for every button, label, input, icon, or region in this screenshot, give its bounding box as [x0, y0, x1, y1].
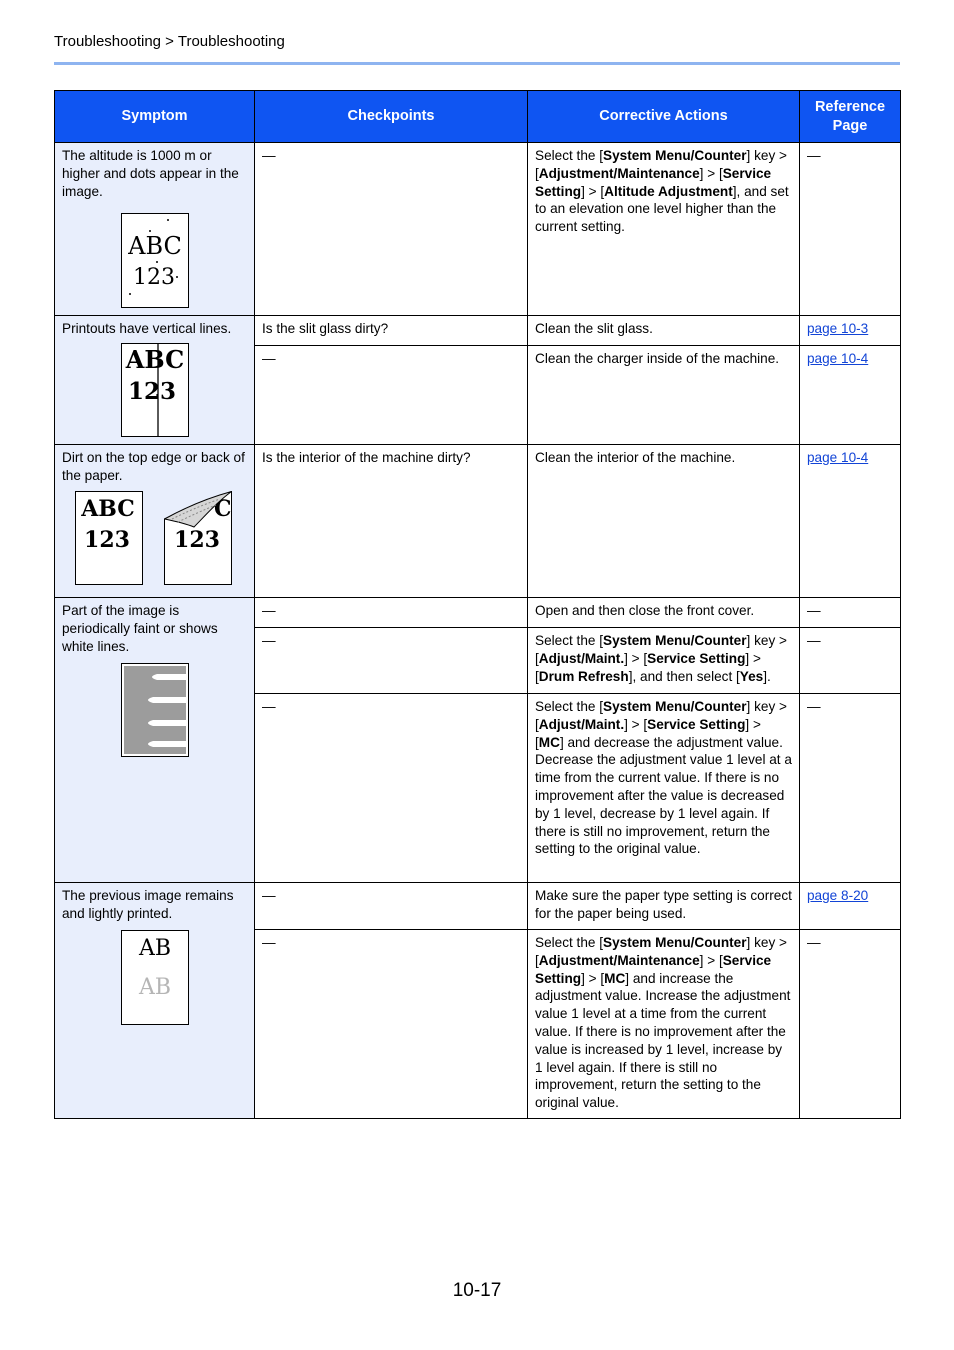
- header-symptom: Symptom: [55, 91, 255, 143]
- table-row: [55, 316, 901, 346]
- checkpoint-cell: —: [255, 694, 528, 883]
- reference-cell: —: [800, 930, 901, 1119]
- checkpoint-cell: —: [255, 628, 528, 694]
- reference-cell: [800, 346, 901, 445]
- vertical-line-print-icon: [121, 343, 189, 437]
- checkpoint-cell: —: [255, 346, 528, 445]
- checkpoint-cell: —: [255, 143, 528, 316]
- reference-cell: —: [800, 598, 901, 628]
- reference-cell: —: [800, 694, 901, 883]
- header-reference-page: Reference Page: [800, 91, 901, 143]
- symptom-cell: [55, 316, 255, 445]
- symptom-text: Dirt on the top edge or back of the paper.: [62, 450, 245, 483]
- header-rule: [54, 62, 900, 65]
- action-cell: Clean the slit glass.: [528, 316, 800, 346]
- checkpoint-cell: —: [255, 930, 528, 1119]
- svg-text:123: 123: [84, 526, 130, 553]
- svg-text:ABC: ABC: [127, 232, 182, 261]
- svg-text:ABC: ABC: [81, 495, 135, 522]
- svg-text:123: 123: [132, 265, 175, 291]
- troubleshooting-table: [54, 90, 901, 1119]
- action-cell: Clean the interior of the machine.: [528, 445, 800, 598]
- symptom-text: Part of the image is periodically faint or shows white lines.: [62, 603, 218, 654]
- svg-text:AB: AB: [138, 974, 171, 1000]
- reference-cell: [800, 316, 901, 346]
- action-cell: Make sure the paper type setting is correct for the paper being used.: [528, 883, 800, 930]
- svg-text:123: 123: [127, 377, 176, 405]
- action-cell: Clean the charger inside of the machine.: [528, 346, 800, 445]
- table-row: [55, 598, 901, 628]
- symptom-text: The altitude is 1000 m or higher and dots appear in the image.: [62, 148, 239, 199]
- action-cell: Select the [System Menu/Counter] key > [Adjust/Maint.] > [Service Setting] > [Drum Refresh], and then select [Yes].: [528, 628, 800, 694]
- dots-print-icon: [121, 213, 189, 308]
- ghost-image-print-icon: [121, 930, 189, 1025]
- symptom-cell: [55, 883, 255, 1119]
- checkpoint-cell: Is the interior of the machine dirty?: [255, 445, 528, 598]
- reference-link[interactable]: page 10-4: [807, 351, 869, 366]
- svg-text:C: C: [214, 495, 232, 522]
- symptom-text: The previous image remains and lightly printed.: [62, 888, 234, 921]
- reference-cell: [800, 883, 901, 930]
- reference-cell: —: [800, 143, 901, 316]
- action-cell: Open and then close the front cover.: [528, 598, 800, 628]
- symptom-text: Printouts have vertical lines.: [62, 321, 232, 336]
- action-cell: Select the [System Menu/Counter] key > [Adjustment/Maintenance] > [Service Setting] > [Altitude Adjustment], and set to an elevation one level higher than the current setting.: [528, 143, 800, 316]
- action-cell: Select the [System Menu/Counter] key > [Adjustment/Maintenance] > [Service Setting] > [MC] and increase the adjustment value. Increase the adjustment value 1 level at a time from the current value. If there is no improvement after the value is increased by 1 level, increase by 1 level again. If there is still no improvement, return the setting to the original value.: [528, 930, 800, 1119]
- checkpoint-cell: —: [255, 883, 528, 930]
- header-corrective-actions: Corrective Actions: [528, 91, 800, 143]
- reference-cell: [800, 445, 901, 598]
- svg-text:123: 123: [174, 526, 220, 553]
- breadcrumb: Troubleshooting > Troubleshooting: [54, 33, 285, 50]
- clean-page-icon: [75, 491, 143, 585]
- symptom-cell: [55, 445, 255, 598]
- table-header-row: [55, 91, 901, 143]
- reference-link[interactable]: page 8-20: [807, 888, 869, 903]
- reference-link[interactable]: page 10-3: [807, 321, 869, 336]
- symptom-cell: [55, 143, 255, 316]
- symptom-cell: [55, 598, 255, 883]
- checkpoint-cell: Is the slit glass dirty?: [255, 316, 528, 346]
- reference-cell: —: [800, 628, 901, 694]
- table-row: [55, 445, 901, 598]
- white-lines-print-icon: [121, 663, 189, 757]
- svg-text:AB: AB: [138, 935, 171, 961]
- reference-link[interactable]: page 10-4: [807, 450, 869, 465]
- dirty-edge-print-icon: [62, 491, 247, 585]
- table-row: [55, 883, 901, 930]
- checkpoint-cell: —: [255, 598, 528, 628]
- action-cell: Select the [System Menu/Counter] key > [Adjust/Maint.] > [Service Setting] > [MC] and decrease the adjustment value. Decrease the adjustment value 1 level at a time from the current value. If there is no improvement after the value is decreased by 1 level, decrease by 1 level again. If there is still no improvement, return the setting to the original value.: [528, 694, 800, 883]
- curled-dirty-page-icon: [164, 491, 234, 585]
- table-row: [55, 143, 901, 316]
- header-checkpoints: Checkpoints: [255, 91, 528, 143]
- page-number: 10-17: [452, 1280, 502, 1301]
- svg-text:ABC: ABC: [125, 344, 184, 374]
